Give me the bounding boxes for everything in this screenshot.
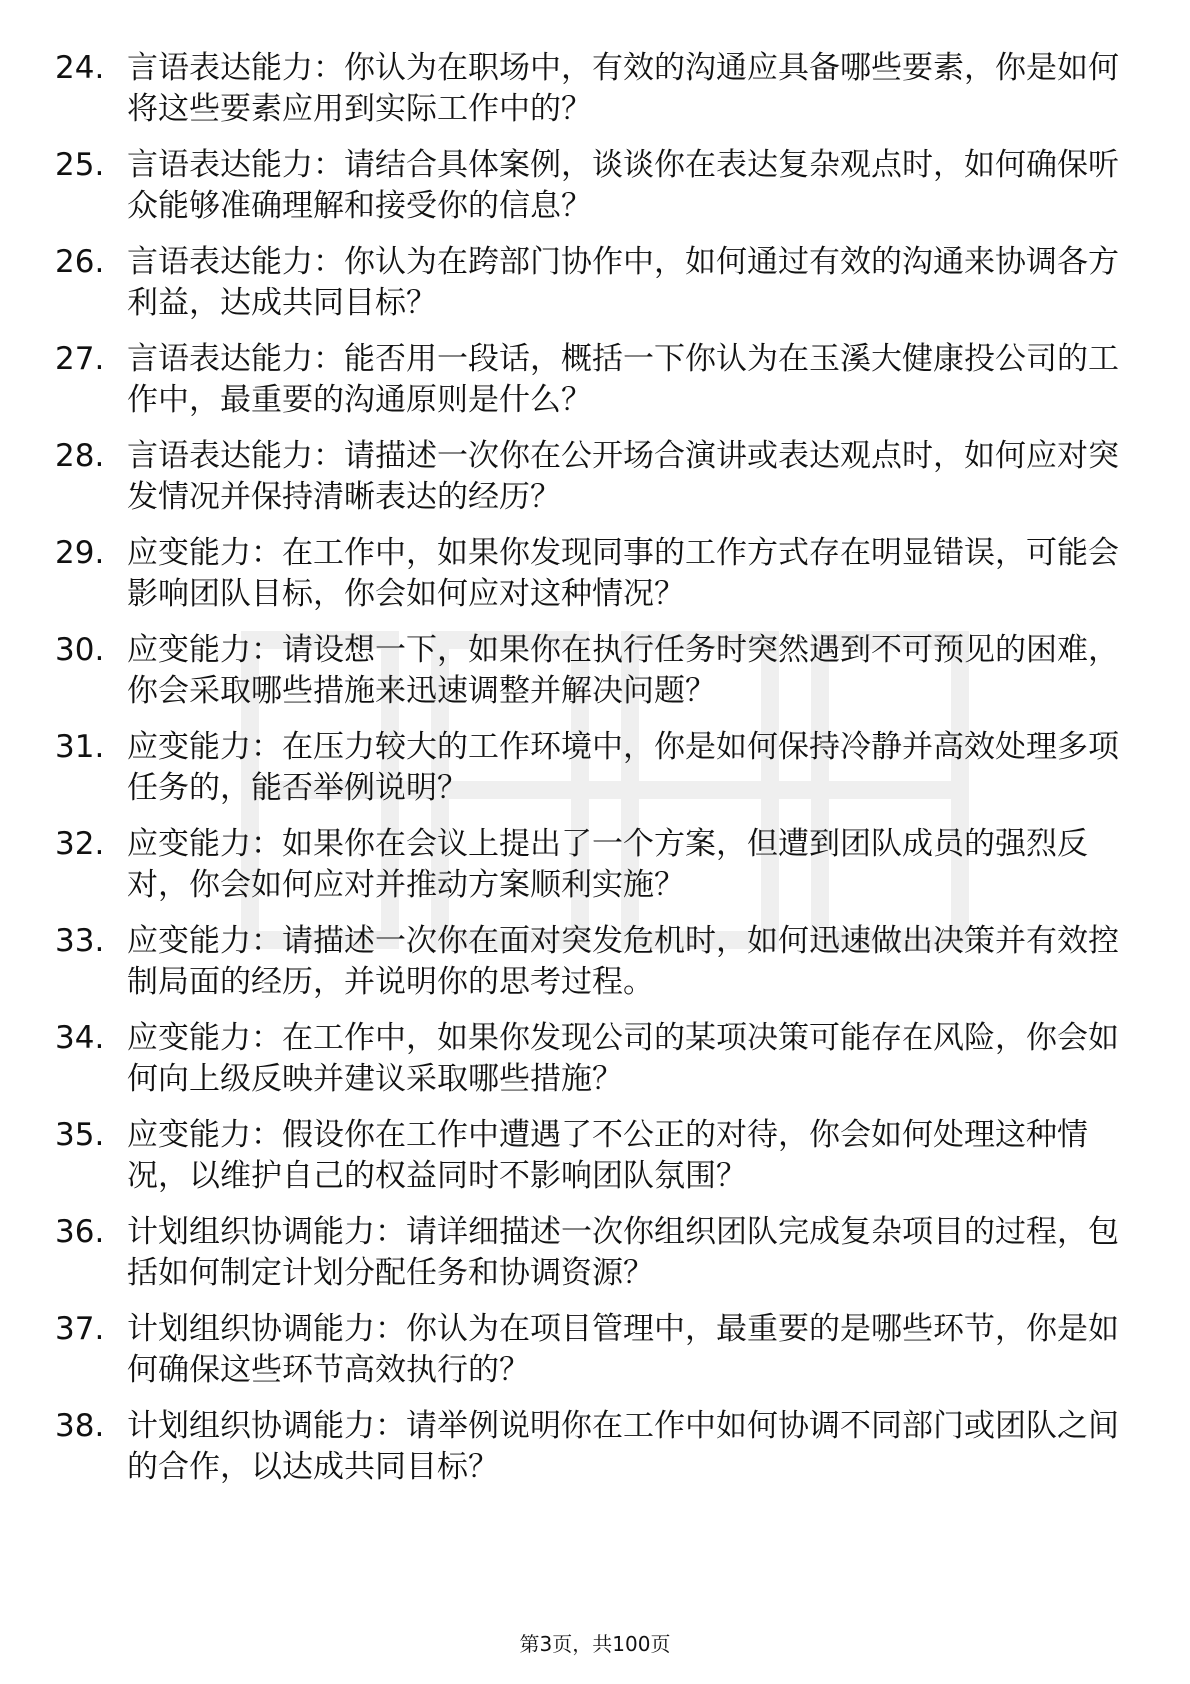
- question-item: [55, 824, 1125, 906]
- question-item: [55, 630, 1125, 712]
- question-item: [55, 242, 1125, 324]
- question-text: 计划组织协调能力：你认为在项目管理中，最重要的是哪些环节，你是如何确保这些环节高效执行的？: [127, 1311, 1119, 1388]
- question-text: 应变能力：在压力较大的工作环境中，你是如何保持冷静并高效处理多项任务的，能否举例说明？: [127, 729, 1119, 806]
- question-item: [55, 727, 1125, 809]
- question-item: [55, 1018, 1125, 1100]
- question-number: 24.: [55, 50, 105, 86]
- page-footer: 第3页，共100页: [519, 1632, 671, 1656]
- question-item: [55, 339, 1125, 421]
- question-text: 言语表达能力：你认为在职场中，有效的沟通应具备哪些要素，你是如何将这些要素应用到实际工作中的？: [127, 50, 1119, 127]
- question-number: 34.: [55, 1020, 105, 1056]
- question-item: [55, 533, 1125, 615]
- question-item: [55, 436, 1125, 518]
- question-item: [55, 1212, 1125, 1294]
- question-item: [55, 48, 1125, 130]
- question-text: 言语表达能力：请结合具体案例，谈谈你在表达复杂观点时，如何确保听众能够准确理解和接受你的信息？: [127, 147, 1119, 224]
- question-item: [55, 145, 1125, 227]
- question-number: 32.: [55, 826, 105, 862]
- question-number: 26.: [55, 244, 105, 280]
- question-text: 言语表达能力：你认为在跨部门协作中，如何通过有效的沟通来协调各方利益，达成共同目标？: [127, 244, 1119, 321]
- question-text: 言语表达能力：请描述一次你在公开场合演讲或表达观点时，如何应对突发情况并保持清晰表达的经历？: [127, 438, 1119, 515]
- question-text: 应变能力：请描述一次你在面对突发危机时，如何迅速做出决策并有效控制局面的经历，并说明你的思考过程。: [127, 923, 1119, 1000]
- question-number: 27.: [55, 341, 105, 377]
- question-number: 38.: [55, 1408, 105, 1444]
- question-item: [55, 1309, 1125, 1391]
- question-number: 25.: [55, 147, 105, 183]
- question-number: 28.: [55, 438, 105, 474]
- question-number: 31.: [55, 729, 105, 765]
- question-number: 29.: [55, 535, 105, 571]
- question-text: 应变能力：在工作中，如果你发现公司的某项决策可能存在风险，你会如何向上级反映并建议采取哪些措施？: [127, 1020, 1119, 1097]
- question-item: [55, 1406, 1125, 1488]
- question-text: 言语表达能力：能否用一段话，概括一下你认为在玉溪大健康投公司的工作中，最重要的沟通原则是什么？: [127, 341, 1119, 418]
- question-text: 计划组织协调能力：请详细描述一次你组织团队完成复杂项目的过程，包括如何制定计划分配任务和协调资源？: [127, 1214, 1119, 1291]
- question-text: 应变能力：如果你在会议上提出了一个方案，但遭到团队成员的强烈反对，你会如何应对并推动方案顺利实施？: [127, 826, 1088, 903]
- question-text: 应变能力：假设你在工作中遭遇了不公正的对待，你会如何处理这种情况，以维护自己的权益同时不影响团队氛围？: [127, 1117, 1088, 1194]
- question-number: 37.: [55, 1311, 105, 1347]
- question-text: 应变能力：在工作中，如果你发现同事的工作方式存在明显错误，可能会影响团队目标，你会如何应对这种情况？: [127, 535, 1119, 612]
- question-item: [55, 921, 1125, 1003]
- question-text: 应变能力：请设想一下，如果你在执行任务时突然遇到不可预见的困难，你会采取哪些措施来迅速调整并解决问题？: [127, 632, 1119, 709]
- question-item: [55, 1115, 1125, 1197]
- question-text: 计划组织协调能力：请举例说明你在工作中如何协调不同部门或团队之间的合作，以达成共同目标？: [127, 1408, 1119, 1485]
- question-list: [55, 48, 1125, 1503]
- question-number: 35.: [55, 1117, 105, 1153]
- question-number: 30.: [55, 632, 105, 668]
- question-number: 36.: [55, 1214, 105, 1250]
- question-number: 33.: [55, 923, 105, 959]
